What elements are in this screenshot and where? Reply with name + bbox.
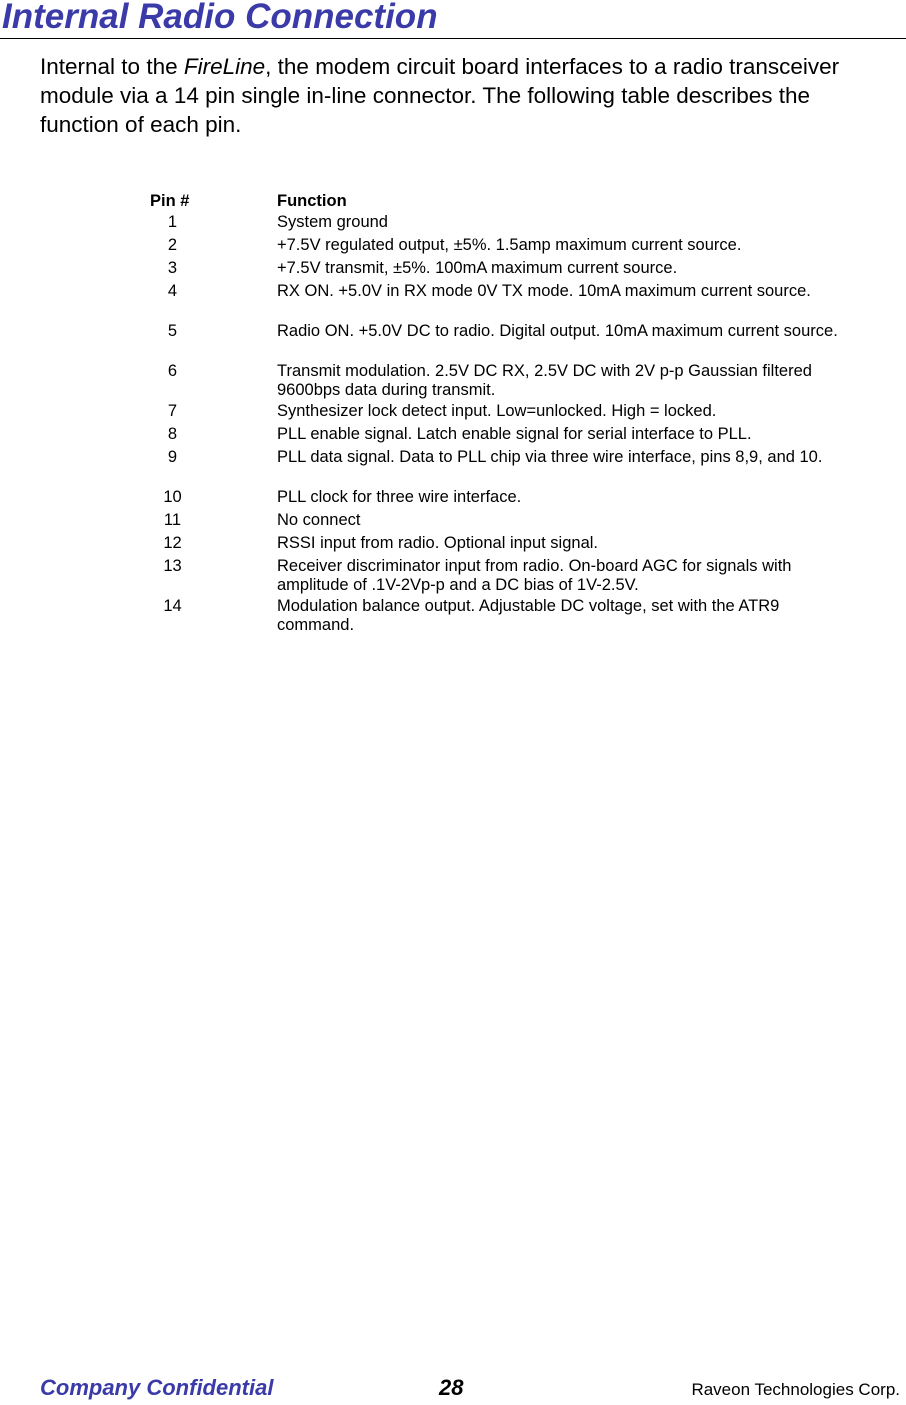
table-row [0, 597, 906, 637]
pin-number: 12 [163, 534, 182, 552]
pin-number: 14 [163, 597, 182, 615]
pin-column-header: Pin # [150, 192, 190, 210]
pin-number: 2 [167, 236, 178, 254]
pin-number: 7 [167, 402, 178, 420]
page-number: 28 [439, 1375, 464, 1400]
pin-function: Transmit modulation. 2.5V DC RX, 2.5V DC with 2V p-p Gaussian filtered 9600bps data during transmit. [277, 362, 812, 399]
table-row [0, 488, 906, 511]
table-row [0, 236, 906, 259]
table-row [0, 213, 906, 236]
pin-function: PLL clock for three wire interface. [277, 488, 522, 506]
title-divider [0, 38, 906, 39]
table-row [0, 282, 906, 322]
table-row [0, 259, 906, 282]
pin-number: 4 [167, 282, 178, 300]
pin-number: 1 [167, 213, 178, 231]
pin-function: Receiver discriminator input from radio. On-board AGC for signals with amplitude of .1V-2Vp-p and a DC bias of 1V-2.5V. [277, 557, 792, 594]
company-name: Raveon Technologies Corp. [691, 1380, 900, 1399]
pin-function: System ground [277, 213, 388, 231]
pin-function: +7.5V regulated output, ±5%. 1.5amp maximum current source. [277, 236, 742, 254]
pin-function-table [0, 192, 906, 637]
pin-number: 8 [167, 425, 178, 443]
table-row [0, 534, 906, 557]
pin-function: PLL data signal. Data to PLL chip via three wire interface, pins 8,9, and 10. [277, 448, 823, 466]
confidentiality-label: Company Confidential [40, 1375, 274, 1400]
intro-text-after: , the modem circuit board interfaces to a radio transceiver module via a 14 pin single in-line connector. The following table describes the function of each pin. [40, 54, 840, 137]
pin-function: RSSI input from radio. Optional input signal. [277, 534, 599, 552]
pin-function: Radio ON. +5.0V DC to radio. Digital output. 10mA maximum current source. [277, 322, 838, 340]
intro-paragraph [40, 52, 890, 139]
pin-function: Modulation balance output. Adjustable DC voltage, set with the ATR9 command. [277, 597, 780, 634]
pin-function: +7.5V transmit, ±5%. 100mA maximum current source. [277, 259, 678, 277]
pin-number: 5 [167, 322, 178, 340]
pin-number: 13 [163, 557, 182, 575]
pin-number: 11 [163, 511, 182, 529]
table-row [0, 402, 906, 425]
pin-number: 3 [167, 259, 178, 277]
page-footer [0, 1375, 906, 1405]
table-row [0, 362, 906, 402]
page-title: Internal Radio Connection [2, 0, 438, 36]
pin-function: Synthesizer lock detect input. Low=unlocked. High = locked. [277, 402, 717, 420]
product-name: FireLine [183, 54, 266, 79]
table-row [0, 322, 906, 362]
pin-number: 6 [167, 362, 178, 380]
intro-text-before: Internal to the [40, 54, 184, 79]
table-row [0, 511, 906, 534]
pin-number: 9 [167, 448, 178, 466]
pin-function: RX ON. +5.0V in RX mode 0V TX mode. 10mA maximum current source. [277, 282, 811, 300]
function-column-header: Function [277, 192, 347, 210]
pin-function: PLL enable signal. Latch enable signal for serial interface to PLL. [277, 425, 752, 443]
pin-number: 10 [163, 488, 182, 506]
table-row [0, 557, 906, 597]
table-row [0, 425, 906, 448]
table-row [0, 448, 906, 488]
pin-function: No connect [277, 511, 361, 529]
table-header-row [0, 192, 906, 213]
